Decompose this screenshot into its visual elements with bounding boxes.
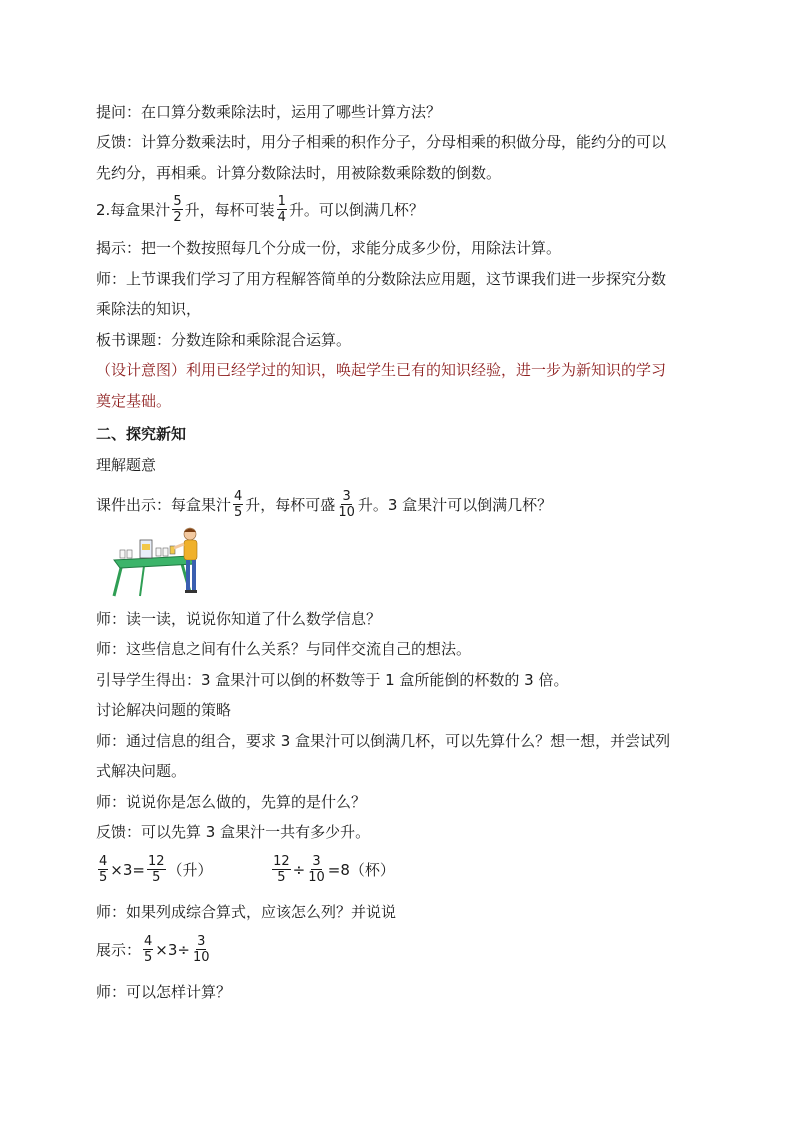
equation-1 bbox=[96, 854, 213, 885]
teacher-line-2: 乘除法的知识， bbox=[96, 300, 202, 318]
denominator: 5 bbox=[152, 870, 161, 885]
numerator: 3 bbox=[197, 934, 206, 949]
text: 升。可以倒满几杯？ bbox=[288, 201, 424, 219]
denominator: 10 bbox=[192, 950, 210, 965]
teacher-line-1: 师：上节课我们学习了用方程解答简单的分数除法应用题，这节课我们进一步探究分数 bbox=[96, 270, 667, 288]
operator: ×3÷ bbox=[155, 941, 190, 959]
numerator: 4 bbox=[144, 934, 153, 949]
text: 升，每杯可装 bbox=[184, 201, 275, 219]
fraction bbox=[192, 935, 211, 964]
lesson-title-line: 板书课题：分数连除和乘除混合运算。 bbox=[96, 331, 352, 349]
numerator: 12 bbox=[147, 854, 165, 869]
fraction bbox=[272, 855, 291, 884]
text: 升。3 盒果汁可以倒满几杯？ bbox=[357, 496, 553, 514]
feedback-line-1: 反馈：计算分数乘法时，用分子相乘的积作分子，分母相乘的积做分母，能约分的可以 bbox=[96, 133, 667, 151]
teacher-combine-line-1: 师：通过信息的组合，要求 3 盒果汁可以倒满几杯，可以先算什么？想一想，并尝试列 bbox=[96, 732, 671, 750]
subheading-strategy: 讨论解决问题的策略 bbox=[96, 701, 232, 719]
numerator: 12 bbox=[273, 854, 290, 869]
numerator: 3 bbox=[312, 854, 321, 869]
denominator: 5 bbox=[234, 505, 243, 520]
section-heading: 二、探究新知 bbox=[96, 425, 187, 443]
denominator: 2 bbox=[173, 210, 182, 225]
fraction bbox=[277, 195, 287, 224]
fraction bbox=[172, 195, 182, 224]
denominator: 10 bbox=[308, 870, 325, 885]
teacher-combined-formula-line: 师：如果列成综合算式，应该怎么列？并说说 bbox=[96, 903, 397, 921]
numerator: 1 bbox=[277, 194, 286, 209]
question-line: 提问：在口算分数乘除法时，运用了哪些计算方法？ bbox=[96, 103, 442, 121]
denominator: 5 bbox=[277, 870, 286, 885]
design-intent-line-2: 奠定基础。 bbox=[96, 392, 172, 410]
teacher-read-line: 师：读一读，说说你知道了什么数学信息？ bbox=[96, 610, 382, 628]
boy-pouring-juice-icon bbox=[110, 526, 210, 598]
denominator: 5 bbox=[99, 870, 108, 885]
feedback-first-step-line: 反馈：可以先算 3 盒果汁一共有多少升。 bbox=[96, 823, 371, 841]
numerator: 4 bbox=[99, 854, 108, 869]
operator: ×3= bbox=[110, 861, 145, 879]
fraction bbox=[147, 855, 166, 884]
text: 2.每盒果汁 bbox=[96, 201, 171, 219]
numerator: 5 bbox=[173, 194, 182, 209]
result: =8（杯） bbox=[327, 861, 395, 879]
display-formula-line bbox=[96, 936, 213, 965]
teacher-relation-line: 师：这些信息之间有什么关系？与同伴交流自己的想法。 bbox=[96, 640, 472, 658]
fraction bbox=[143, 935, 153, 964]
step-equations-line bbox=[96, 856, 395, 885]
denominator: 5 bbox=[144, 950, 153, 965]
equation-2 bbox=[270, 854, 395, 885]
text: 课件出示：每盒果汁 bbox=[96, 496, 232, 514]
teacher-explain-line: 师：说说你是怎么做的，先算的是什么？ bbox=[96, 793, 367, 811]
courseware-problem-line bbox=[96, 491, 552, 520]
denominator: 10 bbox=[338, 505, 355, 520]
subheading-understand: 理解题意 bbox=[96, 456, 157, 474]
numerator: 3 bbox=[342, 489, 351, 504]
fraction bbox=[233, 490, 243, 519]
teacher-how-calc-line: 师：可以怎样计算？ bbox=[96, 983, 232, 1001]
problem-2-line bbox=[96, 196, 424, 225]
feedback-line-2: 先约分，再相乘。计算分数除法时，用被除数乘除数的倒数。 bbox=[96, 164, 502, 182]
numerator: 4 bbox=[234, 489, 243, 504]
text: 升，每杯可盛 bbox=[245, 496, 336, 514]
reveal-line: 揭示：把一个数按照每几个分成一份，求能分成多少份，用除法计算。 bbox=[96, 239, 562, 257]
teacher-combine-line-2: 式解决问题。 bbox=[96, 762, 187, 780]
fraction bbox=[307, 855, 326, 884]
unit: （升） bbox=[167, 861, 213, 879]
design-intent-line-1: （设计意图）利用已经学过的知识，唤起学生已有的知识经验，进一步为新知识的学习 bbox=[96, 361, 667, 379]
denominator: 4 bbox=[277, 210, 286, 225]
fraction bbox=[98, 855, 108, 884]
text: 展示： bbox=[96, 941, 142, 959]
fraction bbox=[337, 490, 356, 519]
operator: ÷ bbox=[292, 861, 306, 879]
guide-students-line: 引导学生得出：3 盒果汁可以倒的杯数等于 1 盒所能倒的杯数的 3 倍。 bbox=[96, 671, 569, 689]
